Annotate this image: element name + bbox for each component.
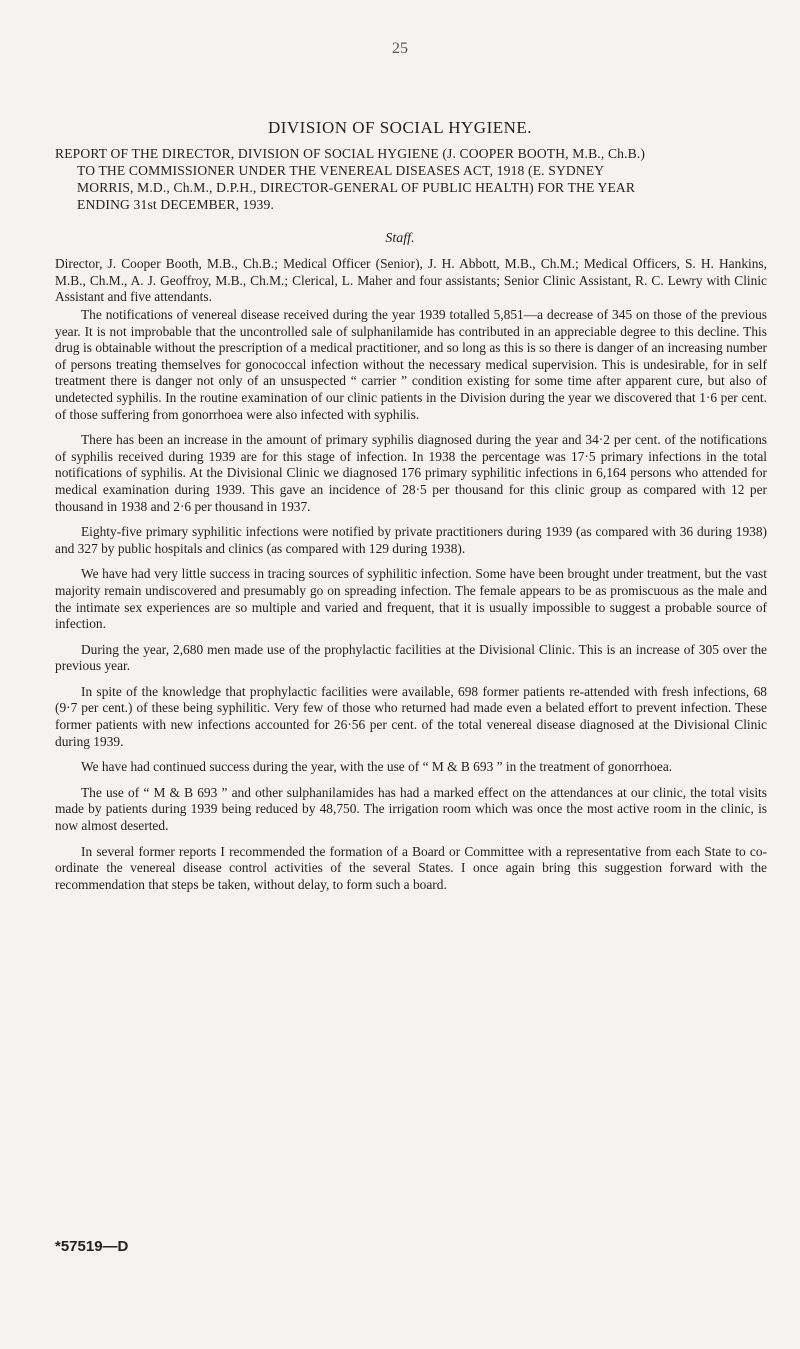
footer-code: *57519—D xyxy=(55,1238,129,1255)
report-title-line: REPORT OF THE DIRECTOR, DIVISION OF SOCIAL HYGIENE (J. COOPER BOOTH, M.B., Ch.B.) xyxy=(55,146,646,161)
page-number: 25 xyxy=(392,40,408,57)
paragraph-board-recommendation: In several former reports I recommended the formation of a Board or Committee with a representative from each State to co-ordinate the venereal disease control activities of the several States. I once again bring this suggestion forward with the recommendation that steps be taken, without delay, to form such a board. xyxy=(55,843,767,892)
staff-paragraph: Director, J. Cooper Booth, M.B., Ch.B.; Medical Officer (Senior), J. H. Abbott, M.B., Ch.M.; Medical Officers, S. H. Hankins, M.B., Ch.M., A. J. Geoffroy, M.B., Ch.M.; Clerical, L. Maher and four assistants; Senior Clinic Assistant, R. C. Lewry with Clinic Assistant and five attendants. xyxy=(55,256,767,305)
paragraph-primary-syphilis: There has been an increase in the amount of primary syphilis diagnosed during the year and 34·2 per cent. of the notifications of syphilis received during 1939 are for this stage of infection. In 1938 the percentage was 17·5 primary infections in the total notifications of syphilis. At the Divisional Clinic we diagnosed 176 primary syphilitic infections in 6,164 persons who attended for medical examination during 1939. This gave an incidence of 28·5 per thousand for this clinic group as compared with 12 per thousand in 1938 and 2·6 per thousand in 1937. xyxy=(55,432,767,514)
report-title-line: TO THE COMMISSIONER UNDER THE VENEREAL DISEASES ACT, 1918 (E. SYDNEY xyxy=(77,163,605,178)
paragraph-former-patients: In spite of the knowledge that prophylactic facilities were available, 698 former patients re-attended with fresh infections, 68 (9·7 per cent.) of these being syphilitic. Very few of those who returned had made even a belated effort to prevent infection. These former patients with new infections accounted for 26·56 per cent. of the total venereal disease diagnosed at the Divisional Clinic during 1939. xyxy=(55,683,767,749)
report-body xyxy=(55,307,767,893)
paragraph-notified-infections: Eighty-five primary syphilitic infections were notified by private practitioners during 1939 (as compared with 36 during 1938) and 327 by public hospitals and clinics (as compared with 129 during 1938). xyxy=(55,524,767,556)
report-title-line: ENDING 31st DECEMBER, 1939. xyxy=(77,197,275,212)
staff-section xyxy=(55,256,767,306)
paragraph-notifications: The notifications of venereal disease received during the year 1939 totalled 5,851—a decrease of 345 on those of the previous year. It is not improbable that the uncontrolled sale of sulphanilamide has contributed in an appreciable degree to this decline. This drug is obtainable without the prescription of a medical practitioner, and so long as this is so there is danger of an increasing number of persons treating themselves for gonococcal infection without the necessary medical supervision. This is undesirable, for in self treatment there is danger not only of an unsuspected “ carrier ” condition existing for some time after apparent cure, but also of undetected syphilis. In the routine examination of our clinic patients in the Division during the year we discovered that 1·6 per cent. of those suffering from gonorrhoea were also infected with syphilis. xyxy=(55,307,767,422)
report-title xyxy=(55,145,767,213)
staff-heading: Staff. xyxy=(385,231,415,246)
paragraph-prophylactic-facilities: During the year, 2,680 men made use of the prophylactic facilities at the Divisional Clinic. This is an increase of 305 over the previous year. xyxy=(55,641,767,674)
division-title: DIVISION OF SOCIAL HYGIENE. xyxy=(267,118,533,137)
paragraph-attendances: The use of “ M & B 693 ” and other sulphanilamides has had a marked effect on the attendances at our clinic, the total visits made by patients during 1939 being reduced by 48,750. The irrigation room which was once the most active room in the clinic, is now almost deserted. xyxy=(55,784,767,834)
report-title-line: MORRIS, M.D., Ch.M., D.P.H., DIRECTOR-GENERAL OF PUBLIC HEALTH) FOR THE YEAR xyxy=(77,180,636,195)
paragraph-mb693-success: We have had continued success during the year, with the use of “ M & B 693 ” in the treatment of gonorrhoea. xyxy=(81,759,673,775)
paragraph-tracing-sources: We have had very little success in tracing sources of syphilitic infection. Some have been brought under treatment, but the vast majority remain undiscovered and presumably go on spreading infection. The female appears to be as promiscuous as the male and the intimate sex experiences are so multiple and varied and frequent, that it is usually impossible to suggest a probable source of infection. xyxy=(55,566,767,632)
